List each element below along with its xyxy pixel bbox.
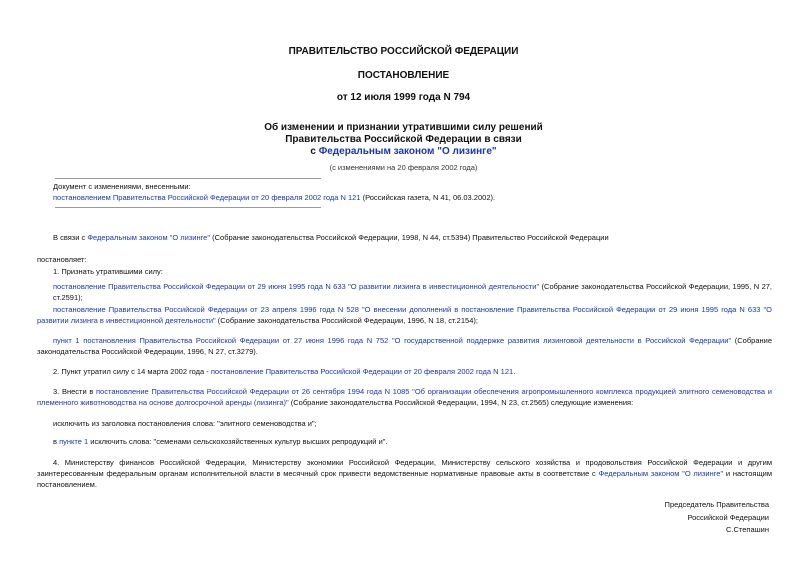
doc-title-line-3 xyxy=(0,146,807,158)
item-4-post: и настоящим постановлением. xyxy=(37,469,772,489)
doc-title xyxy=(0,122,807,158)
intro-law-link[interactable]: Федеральным законом "О лизинге" xyxy=(87,233,211,242)
item-3-b xyxy=(53,436,772,447)
item-4-pre: 4. Министерству финансов Российской Федерации, Министерству экономики Российской Федерации, Министерству сельского хозяйства и продовольствия Российской Федерации и другим заинтересованным федеральным органам исполнительной власти в месячный срок привести ведомственные нормативные правовые акты в соответствие с xyxy=(37,458,772,478)
item-2-post: . xyxy=(513,367,516,376)
item-2-link[interactable]: постановление Правительства Российской Федерации от 20 февраля 2002 года N 121 xyxy=(210,367,514,376)
divider-top xyxy=(55,178,321,179)
item-1-c-source: (Собрание законодательства Российской Федерации, 1996, N 27, ст.3279). xyxy=(37,336,772,356)
item-4 xyxy=(37,457,772,490)
item-1-b xyxy=(37,304,772,326)
changes-decree-link[interactable]: постановлением Правительства Российской Федерации от 20 февраля 2002 года N 121 xyxy=(53,193,361,202)
signature-country: Российской Федерации xyxy=(687,512,769,522)
changes-block xyxy=(53,181,772,203)
changes-source: (Российская газета, N 41, 06.03.2002). xyxy=(360,193,496,202)
item-3 xyxy=(37,386,772,408)
item-1-b-source: (Собрание законодательства Российской Федерации, 1996, N 18, ст.2154); xyxy=(215,316,478,325)
item-3-b-post: исключить слова: "семенами сельскохозяйственных культур высших репродукций и". xyxy=(88,437,388,446)
item-1-a-source: (Собрание законодательства Российской Федерации, 1995, N 27, ст.2591); xyxy=(53,282,772,302)
item-1-a-link[interactable]: постановление Правительства Российской Федерации от 29 июня 1995 года N 633 "О развитии лизинга в инвестиционной деятельности" xyxy=(53,282,540,291)
amendment-note: (с изменениями на 20 февраля 2002 года) xyxy=(329,163,478,172)
item-3-pre: 3. Внести в xyxy=(53,387,96,396)
item-3-b-link[interactable]: пункте 1 xyxy=(59,437,89,446)
issuer-heading: ПРАВИТЕЛЬСТВО РОССИЙСКОЙ ФЕДЕРАЦИИ xyxy=(288,46,519,57)
doc-title-line-2: Правительства Российской Федерации в связи xyxy=(285,134,522,145)
divider-bottom xyxy=(55,207,321,208)
item-2-pre: 2. Пункт утратил силу с 14 марта 2002 года - xyxy=(53,367,211,376)
signature-block xyxy=(665,499,769,537)
title-prefix: с xyxy=(310,146,319,157)
item-1-a xyxy=(53,281,772,303)
item-3-post: (Собрание законодательства Российской Федерации, 1994, N 23, ст.2565) следующие изменения: xyxy=(288,398,634,407)
decrees-word: постановляет: xyxy=(37,255,87,264)
item-1-b-link[interactable]: постановление Правительства Российской Федерации от 23 апреля 1996 года N 528 "О внесении дополнений в постановление Правительства Российской Федерации от 29 июня 1995 года N 633 "О развитии лизинга в инвестиционной деятельности" xyxy=(37,305,772,325)
signature-name: С.Степашин xyxy=(725,525,769,534)
intro-pre: В связи с xyxy=(53,233,88,242)
signature-title: Председатель Правительства xyxy=(664,500,769,509)
item-2 xyxy=(53,366,772,377)
intro-post: (Собрание законодательства Российской Федерации, 1998, N 44, ст.5394) Правительство Российской Федерации xyxy=(210,233,609,242)
item-1-c xyxy=(37,335,772,357)
doc-type-heading: ПОСТАНОВЛЕНИЕ xyxy=(357,70,450,81)
item-3-link[interactable]: постановление Правительства Российской Федерации от 26 сентября 1994 года N 1085 "Об организации обеспечения агропромышленного комплекса продукцией элитного семеноводства и племенного животноводства на основе долгосрочной аренды (лизинга)" xyxy=(37,387,772,407)
item-3-b-pre: в xyxy=(53,437,60,446)
item-1: 1. Признать утратившими силу: xyxy=(53,267,163,276)
doc-title-line-1: Об изменении и признании утратившими силу решений xyxy=(264,122,543,133)
item-1-c-link[interactable]: пункт 1 постановления Правительства Российской Федерации от 27 июня 1996 года N 752 "О государственной поддержке развития лизинговой деятельности в Российской Федерации" xyxy=(53,336,732,345)
doc-date-number: от 12 июля 1999 года N 794 xyxy=(336,92,471,103)
intro-paragraph xyxy=(53,232,772,243)
title-law-link[interactable]: Федеральным законом "О лизинге" xyxy=(318,146,497,157)
item-3-a: исключить из заголовка постановления слова: "элитного семеноводства и"; xyxy=(53,419,317,428)
changes-line xyxy=(53,192,772,203)
changes-caption: Документ с изменениями, внесенными: xyxy=(53,182,191,191)
item-4-link[interactable]: Федеральным законом "О лизинге" xyxy=(598,469,724,478)
